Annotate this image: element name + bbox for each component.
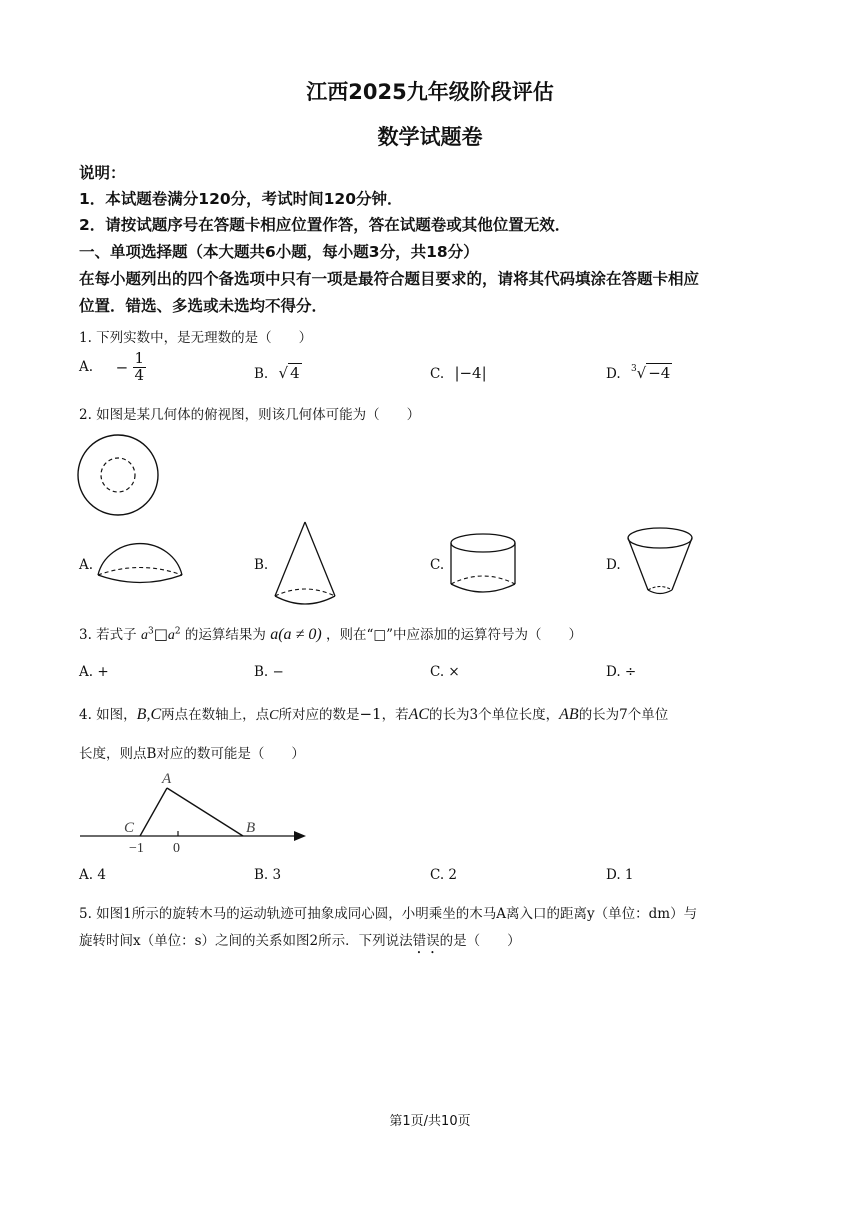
q1-a-fraction	[133, 351, 147, 384]
q4-option-d: D. 1	[606, 867, 634, 883]
q5-line-1: 5. 如图1所示的旋转木马的运动轨迹可抽象成同心圆，小明乘坐的木马A离入口的距离y（单位：dm）与	[79, 906, 698, 922]
q3-expr-right-base: a	[167, 628, 175, 643]
q3-stem-pre: 3. 若式子	[79, 627, 137, 643]
q1-a-denominator: 4	[134, 365, 145, 384]
q1-option-b	[254, 364, 302, 382]
q3-expr-left-exp: 3	[147, 626, 154, 637]
q3-option-a: A. +	[79, 664, 109, 680]
notes-heading: 说明：	[79, 164, 126, 182]
sqrt-icon: √	[278, 364, 289, 382]
point-a-label: A	[162, 771, 172, 787]
q1-stem: 1. 下列实数中，是无理数的是（ ）	[79, 330, 313, 346]
q1-a-label: A.	[79, 358, 94, 375]
q4-bc: B,C	[136, 706, 162, 723]
q1-c-label: C.	[430, 366, 445, 382]
q4-line1-e: 的长为7个单位	[578, 707, 669, 723]
exam-subtitle: 数学试题卷	[377, 125, 483, 149]
q4-line1-a: 两点在数轴上，点	[161, 707, 270, 723]
section-heading: 一、单项选择题（本大题共6小题，每小题3分，共18分）	[79, 243, 479, 261]
q1-a-sign: −	[115, 358, 129, 377]
q3-expr-right-exp: 2	[174, 626, 181, 637]
q3-stem-post: ，则在“□”中应添加的运算符号为（ ）	[325, 627, 583, 643]
q2-stem: 2. 如图是某几何体的俯视图，则该几何体可能为（ ）	[79, 407, 421, 423]
q4-line1-pre: 4. 如图，	[79, 707, 137, 723]
q3-option-d: D. ÷	[606, 664, 637, 680]
q5-line-2	[79, 929, 521, 957]
cylinder-icon	[449, 532, 519, 598]
q3-box-symbol: □	[153, 625, 168, 643]
q5-emphasis-word: 错误	[412, 933, 440, 949]
q2-a-label: A.	[79, 557, 94, 573]
q2-b-label: B.	[254, 557, 269, 573]
frustum-icon	[626, 526, 696, 598]
q1-d-index: 3	[630, 364, 637, 374]
q4-option-b: B. 3	[254, 867, 282, 883]
q1-b-radicand: 4	[290, 364, 300, 382]
q4-line1-b: 所对应的数是	[278, 707, 360, 723]
q4-option-a: A. 4	[79, 867, 106, 883]
q2-c-label: C.	[430, 557, 445, 573]
q1-c-expr: |−4|	[454, 364, 487, 382]
q4-line-1	[79, 703, 668, 724]
q4-option-c: C. 2	[430, 867, 458, 883]
notes-line-1: 1．本试题卷满分120分，考试时间120分钟．	[79, 190, 403, 208]
point-c-label: C	[124, 820, 135, 836]
q4-ab: AB	[559, 706, 579, 723]
q4-line-2: 长度，则点B对应的数可能是（ ）	[79, 746, 305, 762]
q2-d-label: D.	[606, 557, 621, 573]
point-b-label: B	[246, 820, 256, 836]
section-instruction-1: 在每小题列出的四个备选项中只有一项是最符合题目要求的，请将其代码填涂在答题卡相应	[79, 270, 700, 288]
q5-line2-post: 的是（ ）	[439, 933, 521, 949]
q5-line2-pre: 旋转时间x（单位：s）之间的关系如图2所示．下列说法	[79, 933, 413, 949]
q4-ac: AC	[408, 706, 430, 723]
q1-option-d	[606, 364, 672, 382]
q1-d-label: D.	[606, 366, 621, 382]
page-footer: 第1页/共10页	[389, 1114, 471, 1129]
q3-expr-left-base: a	[140, 628, 148, 643]
q3-option-c: C. ×	[430, 664, 460, 680]
q4-c-val: −1	[359, 705, 382, 723]
q3-stem-mid: 的运算结果为	[184, 627, 266, 643]
tick-label-minus-1: −1	[129, 841, 144, 856]
cone-icon	[272, 520, 338, 610]
q4-c-var: C	[269, 708, 279, 723]
q3-result: a(a ≠ 0)	[270, 626, 322, 643]
exam-title: 江西2025九年级阶段评估	[306, 80, 554, 104]
q4-line1-d: 的长为3个单位长度，	[429, 707, 560, 723]
q4-line1-c: ，若	[381, 707, 409, 723]
top-view-figure	[77, 434, 161, 518]
tick-label-0: 0	[173, 841, 180, 856]
cbrt-icon: √	[636, 364, 647, 382]
q1-b-label: B.	[254, 366, 269, 382]
section-instruction-2: 位置．错选、多选或未选均不得分．	[79, 297, 328, 315]
q3-stem	[79, 623, 582, 644]
q1-d-radicand: −4	[648, 364, 671, 382]
q1-a-numerator: 1	[134, 349, 145, 367]
q1-option-a	[79, 351, 146, 384]
q1-option-c	[430, 364, 487, 382]
notes-line-2: 2．请按试题序号在答题卡相应位置作答，答在试题卷或其他位置无效．	[79, 216, 571, 234]
number-line-figure	[78, 768, 313, 858]
hemisphere-icon	[95, 535, 185, 587]
q3-option-b: B. −	[254, 664, 284, 680]
